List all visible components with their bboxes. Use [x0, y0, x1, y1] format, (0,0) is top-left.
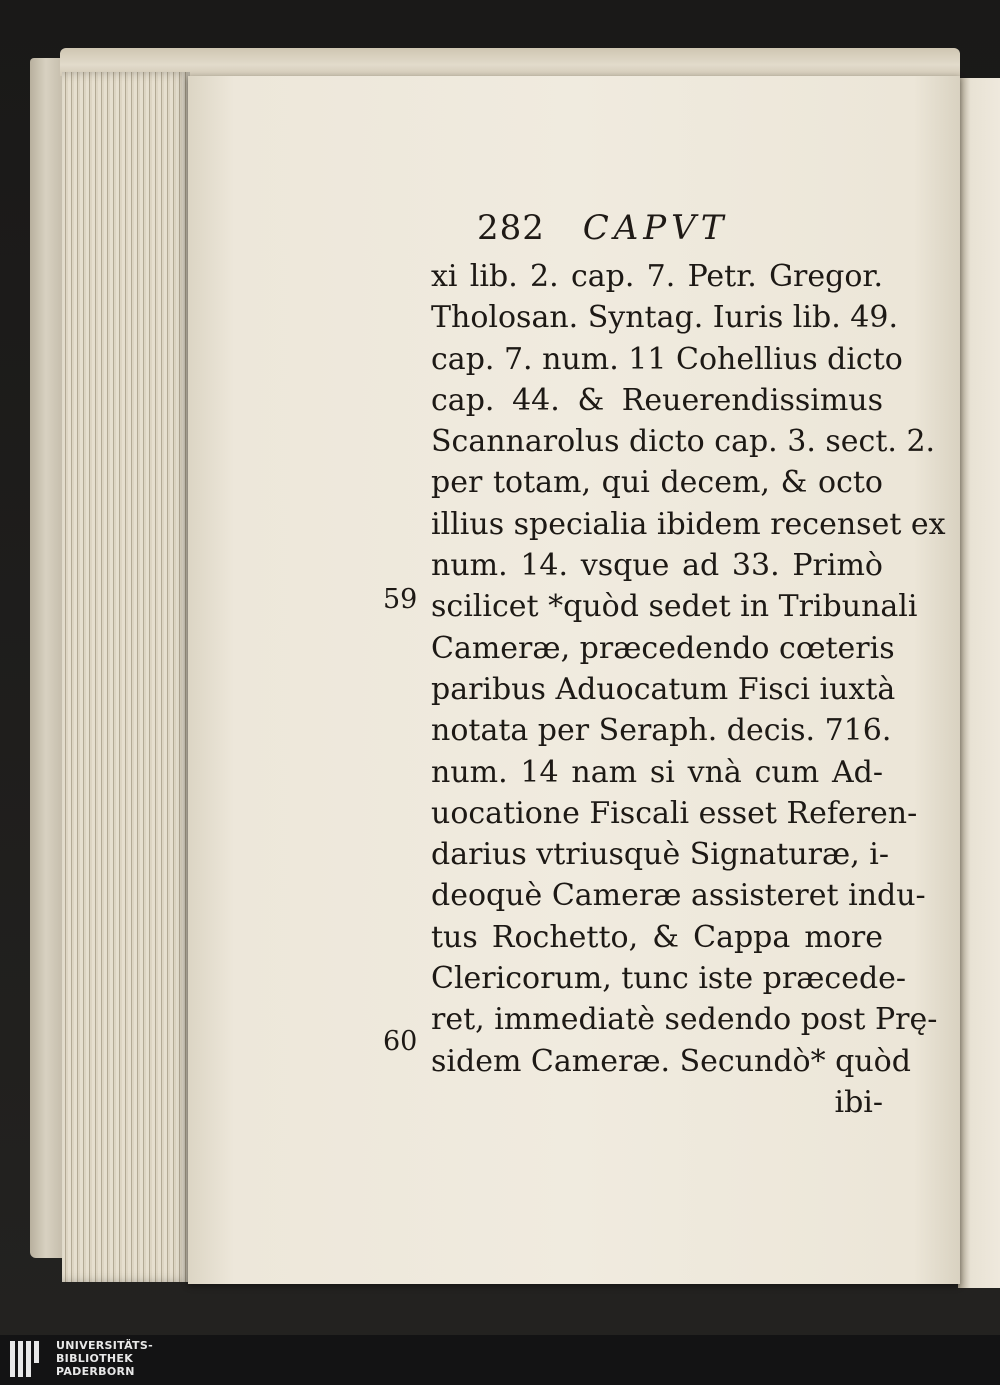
page-header: [477, 208, 728, 258]
library-name: UNIVERSITÄTS- BIBLIOTHEK PADERBORN: [56, 1339, 153, 1378]
text-line: tus Rochetto, & Cappa more: [431, 919, 883, 955]
text-line: cap. 7. num. 11 Cohellius dicto: [431, 341, 903, 377]
text-line: darius vtriusquè Signaturæ, i-: [431, 837, 890, 873]
text-line: cap. 44. & Reuerendissimus: [431, 382, 883, 418]
page-stack-edges: [62, 72, 190, 1282]
text-line: xi lib. 2. cap. 7. Petr. Gregor.: [431, 259, 883, 294]
library-logo-icon: [8, 1337, 44, 1381]
margin-number: 60: [383, 1026, 418, 1057]
page-top-edge: [60, 48, 960, 76]
text-line: Cameræ, præcedendo cœteris: [431, 630, 895, 666]
text-line: Tholosan. Syntag. Iuris lib. 49.: [431, 300, 898, 336]
text-line: Scannarolus dicto cap. 3. sect. 2.: [431, 424, 936, 460]
text-line: per totam, qui decem, & octo: [431, 465, 883, 501]
text-line: sidem Cameræ. Secundò* quòd: [431, 1043, 911, 1079]
text-line: ret, immediatè sedendo post Prę-: [431, 1002, 938, 1038]
text-line: deoquè Cameræ assisteret indu-: [431, 878, 926, 914]
library-footer: [0, 1335, 1000, 1385]
catchword: ibi-: [834, 1084, 883, 1120]
text-line: num. 14 nam si vnà cum Ad-: [431, 754, 883, 790]
margin-number: 59: [383, 584, 418, 615]
text-line: Clericorum, tunc iste præcede-: [431, 961, 907, 997]
text-line: notata per Seraph. decis. 716.: [431, 713, 892, 749]
text-line: num. 14. vsque ad 33. Primò: [431, 548, 883, 584]
text-line: illius specialia ibidem recenset ex: [431, 506, 946, 542]
text-line: uocatione Fiscali esset Referen-: [431, 795, 918, 831]
facing-page-edge: [958, 78, 1000, 1288]
body-text: [431, 256, 946, 1123]
page-number: 282: [477, 208, 545, 248]
running-head: CAPVT: [582, 208, 729, 248]
text-line: scilicet *quòd sedet in Tribunali: [431, 589, 918, 625]
text-line: paribus Aduocatum Fisci iuxtà: [431, 671, 896, 707]
